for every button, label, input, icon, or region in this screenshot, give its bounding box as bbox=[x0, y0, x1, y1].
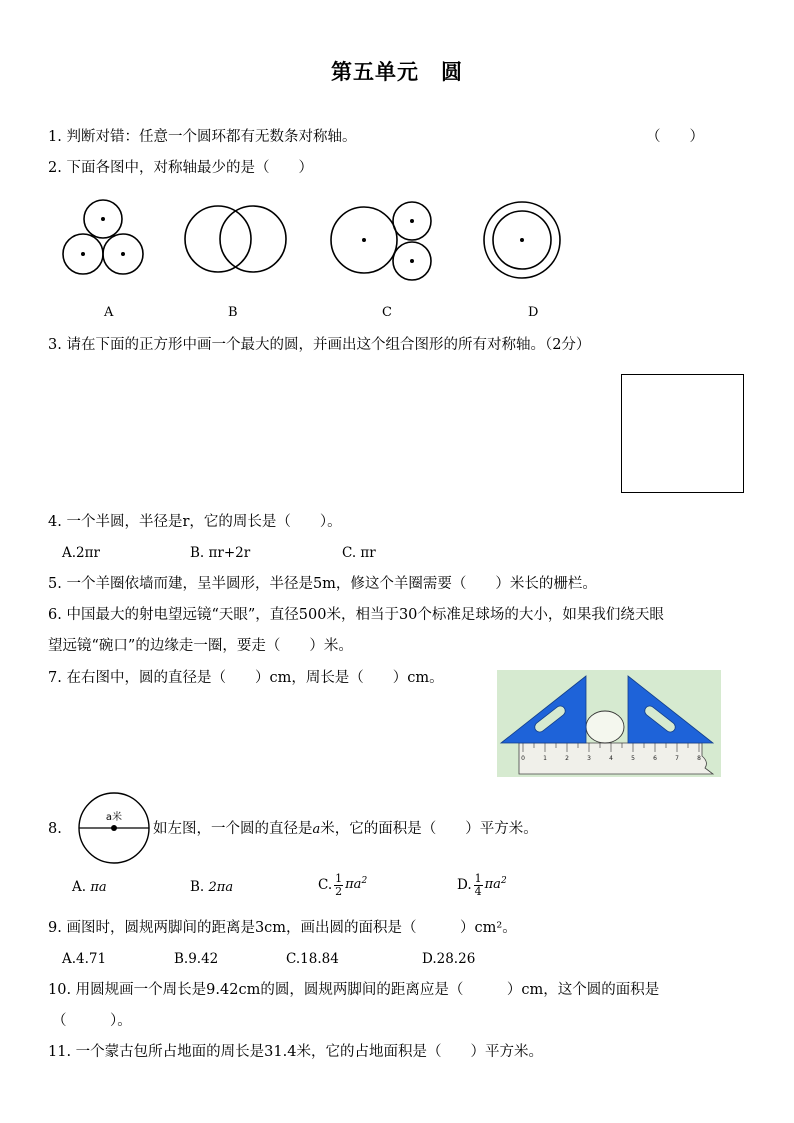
ruler-tick-0: 0 bbox=[521, 755, 525, 762]
question-3: 3. 请在下面的正方形中画一个最大的圆，并画出这个组合图形的所有对称轴。（2分） bbox=[48, 337, 591, 353]
question-7: 7. 在右图中，圆的直径是（ ）cm，周长是（ ）cm。 bbox=[48, 670, 444, 686]
question-8-var: a bbox=[312, 822, 321, 837]
question-8-number: 8. bbox=[48, 821, 62, 837]
drawing-square[interactable] bbox=[621, 374, 744, 493]
question-4-option-b[interactable]: B. πr+2r bbox=[190, 545, 251, 561]
question-9-option-c[interactable]: C.18.84 bbox=[286, 951, 339, 967]
figure-c-big-and-small-circles[interactable] bbox=[331, 202, 431, 280]
question-4-option-a[interactable]: A.2πr bbox=[62, 545, 100, 561]
ruler-tick-5: 5 bbox=[631, 755, 635, 762]
question-10-line-2: （ ）。 bbox=[52, 1013, 132, 1029]
question-8-text-a: 如左图，一个圆的直径是 bbox=[153, 821, 313, 837]
question-9-option-a[interactable]: A.4.71 bbox=[62, 951, 107, 967]
question-8-text bbox=[153, 820, 538, 839]
ruler-tick-7: 7 bbox=[675, 755, 679, 762]
ruler-tick-8: 8 bbox=[697, 755, 701, 762]
question-6-line-1: 6. 中国最大的射电望远镜“天眼”，直径500米，相当于30个标准足球场的大小，如果我们绕天眼 bbox=[48, 607, 664, 623]
figure-b-overlapping-circles[interactable] bbox=[185, 206, 286, 272]
question-4: 4. 一个半圆，半径是r，它的周长是（ ）。 bbox=[48, 514, 342, 530]
measured-circle bbox=[586, 711, 624, 743]
question-9: 9. 画图时，圆规两脚间的距离是3cm，画出圆的面积是（ ）cm²。 bbox=[48, 920, 517, 936]
question-8-option-d[interactable]: D. $\frac{1}{4}$ $\pi a^2$ bbox=[457, 871, 507, 898]
question-8-option-c[interactable]: C. $\frac{1}{2}$ $\pi a^2$ bbox=[318, 871, 368, 898]
question-2: 2. 下面各图中，对称轴最少的是（ ） bbox=[48, 160, 313, 176]
figure-d-ring[interactable] bbox=[484, 202, 560, 278]
question-8-option-b[interactable]: B. 2πa bbox=[190, 879, 234, 895]
ruler-tick-4: 4 bbox=[609, 755, 613, 762]
question-1: 1. 判断对错：任意一个圆环都有无数条对称轴。 bbox=[48, 129, 357, 145]
question-2-figures bbox=[48, 192, 588, 322]
question-8-option-a[interactable]: A. πa bbox=[72, 879, 107, 895]
figure-label-d: D bbox=[528, 305, 539, 320]
question-11: 11. 一个蒙古包所占地面的周长是31.4米，它的占地面积是（ ）平方米。 bbox=[48, 1044, 543, 1060]
question-6-line-2: 望远镜“碗口”的边缘走一圈，要走（ ）米。 bbox=[48, 638, 353, 654]
question-8-circle-figure bbox=[76, 791, 154, 865]
ruler-tick-6: 6 bbox=[653, 755, 657, 762]
figure-label-a: A bbox=[104, 305, 114, 320]
question-9-option-d[interactable]: D.28.26 bbox=[422, 951, 476, 967]
diameter-label: a米 bbox=[105, 812, 123, 823]
question-10-line-1: 10. 用圆规画一个周长是9.42cm的圆，圆规两脚间的距离应是（ ）cm，这个圆的面积是 bbox=[48, 982, 660, 998]
question-8-text-b: 米，它的面积是（ ）平方米。 bbox=[320, 821, 538, 837]
ruler-tick-3: 3 bbox=[587, 755, 591, 762]
question-1-answer-blank[interactable]: （ ） bbox=[646, 129, 704, 145]
page-title: 第五单元 圆 bbox=[331, 59, 463, 84]
ruler-tick-1: 1 bbox=[543, 755, 547, 762]
ruler-tick-2: 2 bbox=[565, 755, 569, 762]
question-5: 5. 一个羊圈依墙而建，呈半圆形，半径是5m，修这个羊圈需要（ ）米长的栅栏。 bbox=[48, 576, 597, 592]
figure-label-b: B bbox=[228, 305, 238, 320]
ruler-triangle-figure bbox=[497, 670, 721, 777]
question-9-option-b[interactable]: B.9.42 bbox=[174, 951, 219, 967]
figure-label-c: C bbox=[382, 305, 392, 320]
circle-center bbox=[111, 825, 117, 831]
ruler bbox=[519, 743, 713, 774]
figure-a-three-circles[interactable] bbox=[63, 200, 143, 274]
question-4-option-c[interactable]: C. πr bbox=[342, 545, 376, 561]
